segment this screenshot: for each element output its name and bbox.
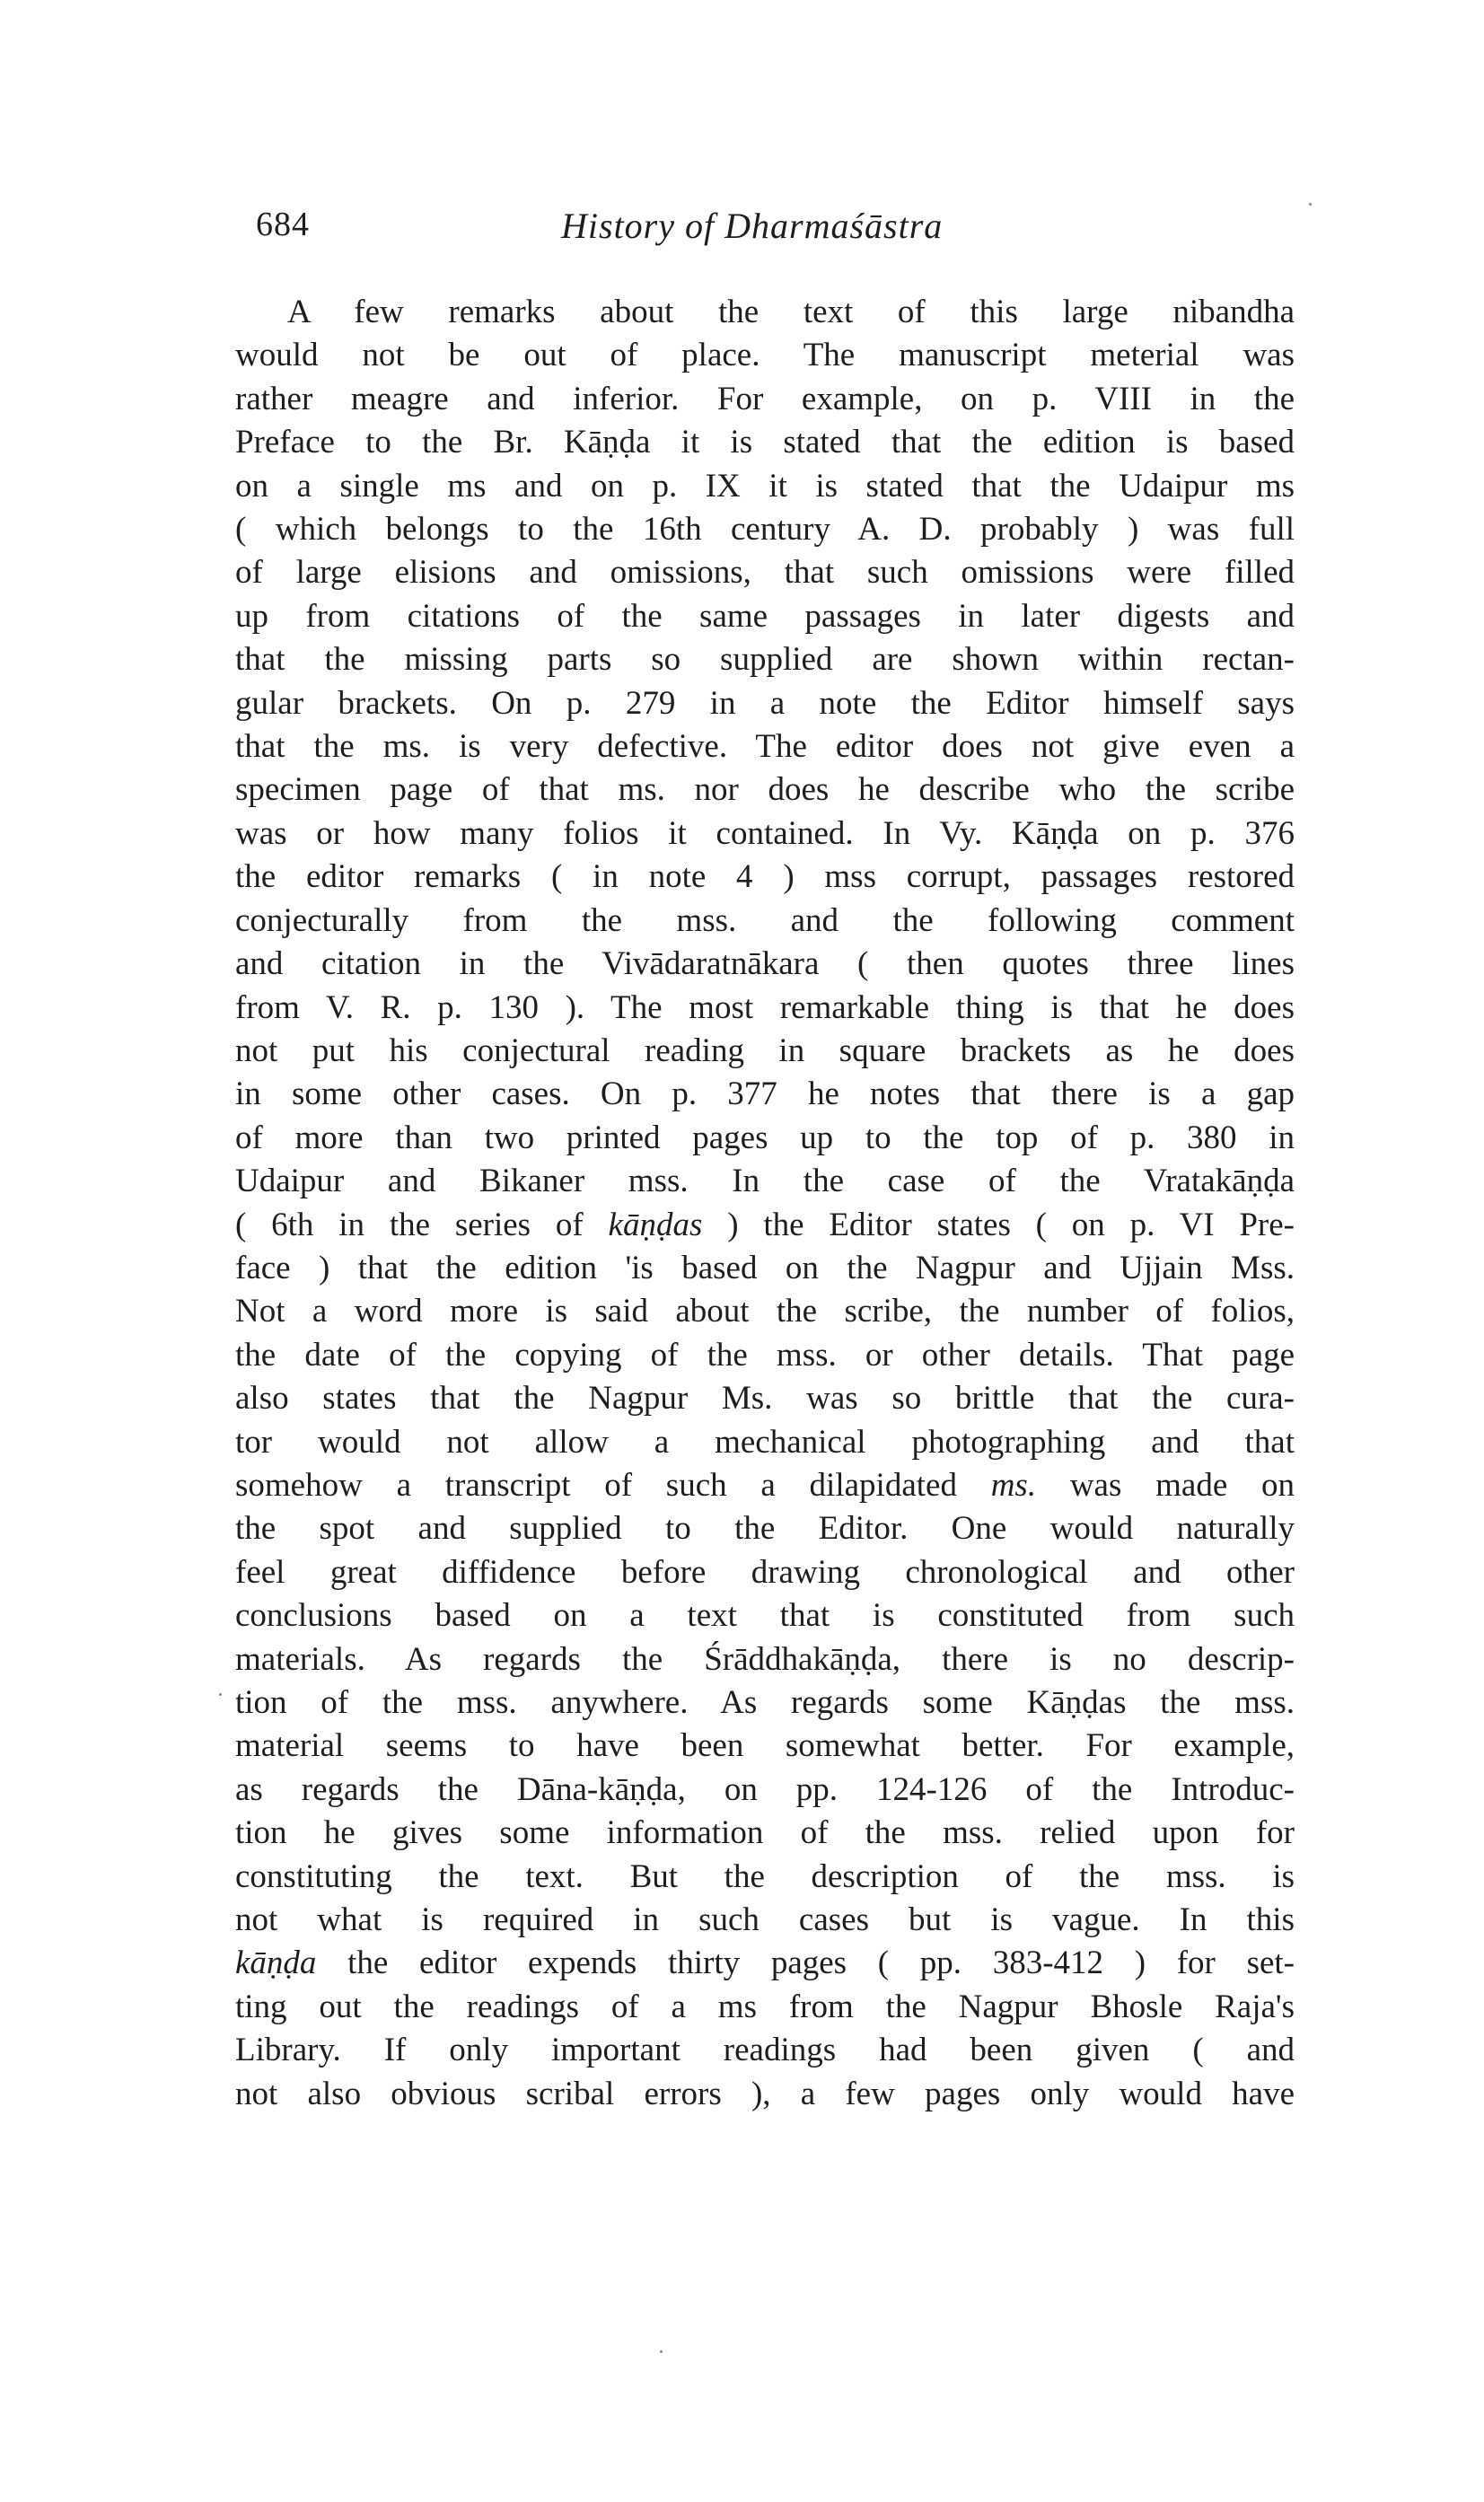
text-line [235, 1812, 1295, 1855]
text-segment: gular brackets. On p. 279 in a note the Editor himself says [235, 684, 1295, 722]
text-segment: the date of the copying of the mss. or other details. That page [235, 1336, 1295, 1374]
text-line [235, 1725, 1295, 1768]
text-segment: Not a word more is said about the scribe, the number of folios, [235, 1293, 1295, 1330]
text-segment: that the missing parts so supplied are shown within rectan- [235, 641, 1295, 679]
text-line [235, 1856, 1295, 1899]
text-line [235, 768, 1295, 812]
text-line [235, 378, 1295, 421]
text-line [235, 987, 1295, 1030]
text-line [235, 812, 1295, 856]
text-line [235, 2029, 1295, 2072]
text-segment: A few remarks about the text of this large nibandha [287, 294, 1295, 330]
text-segment: specimen page of that ms. nor does he describe who the scribe [235, 771, 1295, 809]
text-line [235, 1551, 1295, 1594]
text-line [235, 1769, 1295, 1812]
text-segment: as regards the Dāna-kāṇḍa, on pp. 124-126 of the Introduc- [235, 1770, 1295, 1808]
text-line [235, 1507, 1295, 1550]
running-title: History of Dharmaśāstra [561, 206, 944, 246]
print-speck [660, 2350, 663, 2353]
text-segment: that the ms. is very defective. The editor does not give even a [235, 728, 1295, 766]
text-segment: the editor remarks ( in note 4 ) mss corrupt, passages restored [235, 858, 1295, 896]
text-segment: constituting the text. But the description of the mss. is [235, 1857, 1295, 1895]
text-segment: in some other cases. On p. 377 he notes that there is a gap [235, 1075, 1295, 1113]
text-segment: and citation in the Vivādaratnākara ( then quotes three lines [235, 945, 1295, 983]
print-speck [219, 1693, 222, 1696]
text-segment: not what is required in such cases but is vague. In this [235, 1901, 1295, 1939]
text-segment: from V. R. p. 130 ). The most remarkable thing is that he does [235, 988, 1295, 1026]
text-segment: of more than two printed pages up to the top of p. 380 in [235, 1119, 1295, 1156]
text-segment: tor would not allow a mechanical photographing and that [235, 1423, 1295, 1461]
text-line [235, 1594, 1295, 1637]
text-line [235, 508, 1295, 551]
text-line [235, 638, 1295, 681]
text-segment: would not be out of place. The manuscript meterial was [235, 337, 1295, 374]
text-segment: up from citations of the same passages in later digests and [235, 597, 1295, 635]
text-segment: face ) that the edition 'is based on the Nagpur and Ujjain Mss. [235, 1249, 1295, 1286]
text-segment: Preface to the Br. Kāṇḍa it is stated that the edition is based [235, 424, 1295, 461]
text-segment: materials. As regards the Śrāddhakāṇḍa, there is no descrip- [235, 1640, 1295, 1678]
text-segment: ( 6th in the series of [235, 1206, 609, 1243]
text-line [235, 1681, 1295, 1725]
text-segment: ( which belongs to the 16th century A. D. probably ) was full [235, 511, 1295, 549]
text-line [235, 725, 1295, 768]
text-line [235, 1334, 1295, 1377]
text-line [235, 1160, 1295, 1203]
text-line [235, 1030, 1295, 1073]
text-segment: feel great diffidence before drawing chronological and other [235, 1553, 1295, 1591]
text-line [235, 1247, 1295, 1290]
text-segment: somehow a transcript of such a dilapidated [235, 1466, 991, 1504]
text-line [235, 1986, 1295, 2029]
text-segment: the editor expends thirty pages ( pp. 383-412 ) for set- [316, 1945, 1295, 1982]
italic-term: kāṇḍa [235, 1945, 317, 1982]
text-line [235, 551, 1295, 594]
text-line [235, 943, 1295, 986]
text-segment: not put his conjectural reading in square brackets as he does [235, 1032, 1295, 1069]
text-line [235, 1290, 1295, 1333]
text-line [235, 1421, 1295, 1464]
text-segment: ) the Editor states ( on p. VI Pre- [702, 1206, 1295, 1243]
text-line [235, 1638, 1295, 1681]
text-line [235, 291, 1295, 334]
text-segment: of large elisions and omissions, that such omissions were filled [235, 554, 1295, 592]
text-line [235, 682, 1295, 725]
text-segment: not also obvious scribal errors ), a few pages only would have [235, 2075, 1295, 2112]
italic-term: kāṇḍas [608, 1206, 703, 1243]
text-line [235, 1377, 1295, 1420]
text-line [235, 1117, 1295, 1160]
text-line [235, 1073, 1295, 1116]
text-segment: Udaipur and Bikaner mss. In the case of the Vratakāṇḍa [235, 1163, 1295, 1200]
text-segment: material seems to have been somewhat better. For example, [235, 1727, 1295, 1765]
text-segment: tion of the mss. anywhere. As regards some Kāṇḍas the mss. [235, 1684, 1295, 1721]
text-segment: conclusions based on a text that is constituted from such [235, 1597, 1295, 1635]
text-segment: tion he gives some information of the mss. relied upon for [235, 1814, 1295, 1852]
print-speck [1309, 203, 1312, 206]
text-segment: was made on [1036, 1466, 1295, 1504]
running-header [256, 205, 1297, 259]
page-number: 684 [256, 206, 310, 243]
text-segment: Library. If only important readings had been given ( and [235, 2032, 1295, 2069]
text-segment: also states that the Nagpur Ms. was so brittle that the cura- [235, 1380, 1295, 1418]
text-segment: conjecturally from the mss. and the following comment [235, 901, 1295, 939]
text-line [235, 1899, 1295, 1942]
text-line [235, 1942, 1295, 1985]
text-line [235, 1204, 1295, 1247]
text-line [235, 465, 1295, 508]
body-paragraph [235, 291, 1295, 2116]
text-line [235, 334, 1295, 377]
text-line [235, 1464, 1295, 1507]
text-segment: was or how many folios it contained. In Vy. Kāṇḍa on p. 376 [235, 814, 1295, 852]
text-line [235, 2073, 1295, 2116]
text-segment: rather meagre and inferior. For example, on p. VIII in the [235, 380, 1295, 417]
text-line [235, 900, 1295, 943]
text-segment: on a single ms and on p. IX it is stated that the Udaipur ms [235, 467, 1295, 505]
text-line [235, 856, 1295, 899]
italic-term: ms. [990, 1466, 1037, 1504]
text-line [235, 421, 1295, 464]
text-segment: ting out the readings of a ms from the Nagpur Bhosle Raja's [235, 1988, 1295, 2025]
text-line [235, 595, 1295, 638]
text-segment: the spot and supplied to the Editor. One would naturally [235, 1510, 1295, 1548]
